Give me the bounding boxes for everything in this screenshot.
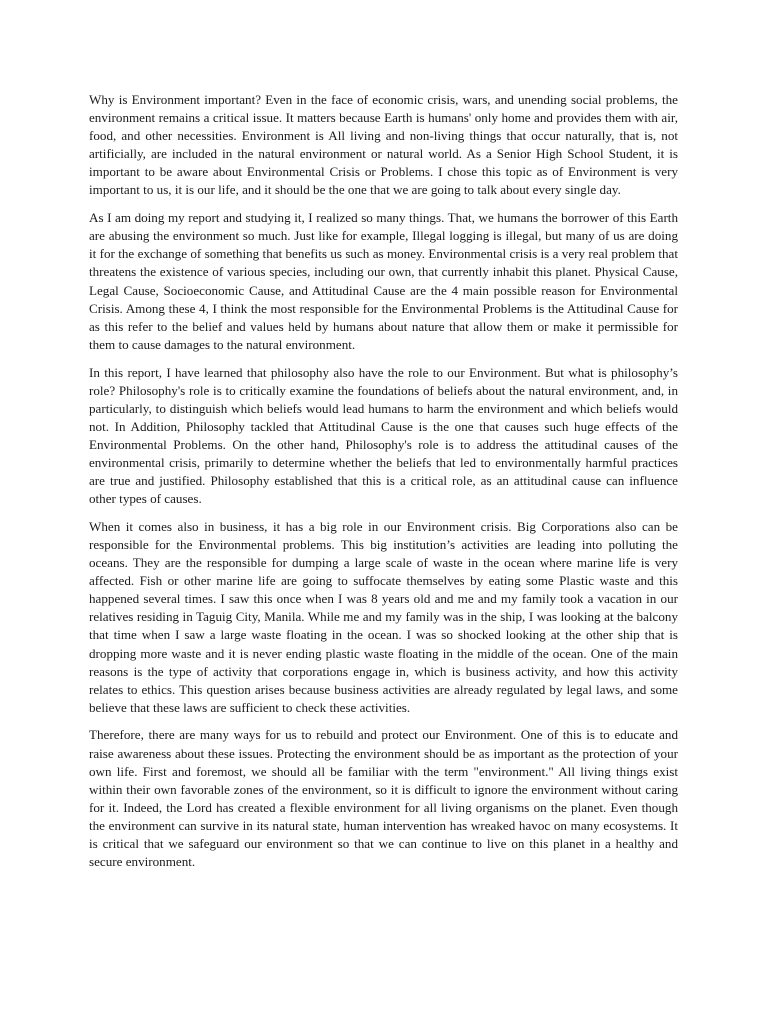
paragraph-why-environment-important: Why is Environment important? Even in the face of economic crisis, wars, and unending social problems, the environment remains a critical issue. It matters because Earth is humans' only home and provides them with air, food, and other necessities. Environment is All living and non-living things that occur naturally, that is, not artificially, are included in the natural environment or natural world. As a Senior High School Student, it is important to be aware about Environmental Crisis or Problems. I chose this topic as of Environment is very important to us, it is our life, and it should be the one that we are going to talk about every single day. <box>89 92 678 198</box>
paragraph-business-role: When it comes also in business, it has a big role in our Environment crisis. Big Corporations also can be responsible for the Environmental problems. This big institution’s activities are leading into polluting the oceans. They are the responsible for dumping a large scale of waste in the ocean where marine life is very affected. Fish or other marine life are going to suffocate themselves by eating some Plastic waste and this happened several times. I saw this once when I was 8 years old and me and my family took a vacation in our relatives residing in Taguig City, Manila. While me and my family was in the ship, I was looking at the balcony that time when I saw a large waste floating in the ocean. I was so shocked looking at the other ship that is dropping more waste and it is never ending plastic waste floating in the middle of the ocean. One of the main reasons is the type of activity that corporations engage in, which is business activity, and how this activity relates to ethics. This question arises because business activities are already regulated by legal laws, and some believe that these laws are sufficient to check these activities. <box>89 518 678 715</box>
paragraph-philosophy-role: In this report, I have learned that philosophy also have the role to our Environment. But what is philosophy’s role? Philosophy's role is to critically examine the foundations of beliefs about the natural environment, and, in particularly, to distinguish which beliefs would lead humans to harm the environment and which beliefs would not. In Addition, Philosophy tackled that Attitudinal Cause is the one that causes such huge effects of the Environmental Problems. On the other hand, Philosophy's role is to address the attitudinal causes of the environmental crisis, primarily to determine whether the beliefs that led to environmentally harmful practices are true and justified. Philosophy established that this is a critical role, as an attitudinal cause can influence other types of causes. <box>89 364 678 507</box>
paragraph-report-realizations: As I am doing my report and studying it, I realized so many things. That, we humans the borrower of this Earth are abusing the environment so much. Just like for example, Illegal logging is illegal, but many of us are doing it for the exchange of something that benefits us such as money. Environmental crisis is a very real problem that threatens the existence of various species, including our own, that currently inhabit this planet. Physical Cause, Legal Cause, Socioeconomic Cause, and Attitudinal Cause are the 4 main possible reason for Environmental Crisis. Among these 4, I think the most responsible for the Environmental Problems is the Attitudinal Cause for as this refer to the belief and values held by humans about nature that allow them or make it permissible for them to cause damages to the natural environment. <box>89 210 678 352</box>
document-page <box>89 91 678 881</box>
paragraph-conclusion: Therefore, there are many ways for us to rebuild and protect our Environment. One of this is to educate and raise awareness about these issues. Protecting the environment should be as important as the protection of your own life. First and foremost, we should all be familiar with the term "environment." All living things exist within their own favorable zones of the environment, so it is difficult to ignore the environment without caring for it. Indeed, the Lord has created a flexible environment for all living organisms on the planet. Even though the environment can survive in its natural state, human intervention has wreaked havoc on many ecosystems. It is critical that we safeguard our environment so that we can continue to live on this planet in a healthy and secure environment. <box>89 727 678 870</box>
